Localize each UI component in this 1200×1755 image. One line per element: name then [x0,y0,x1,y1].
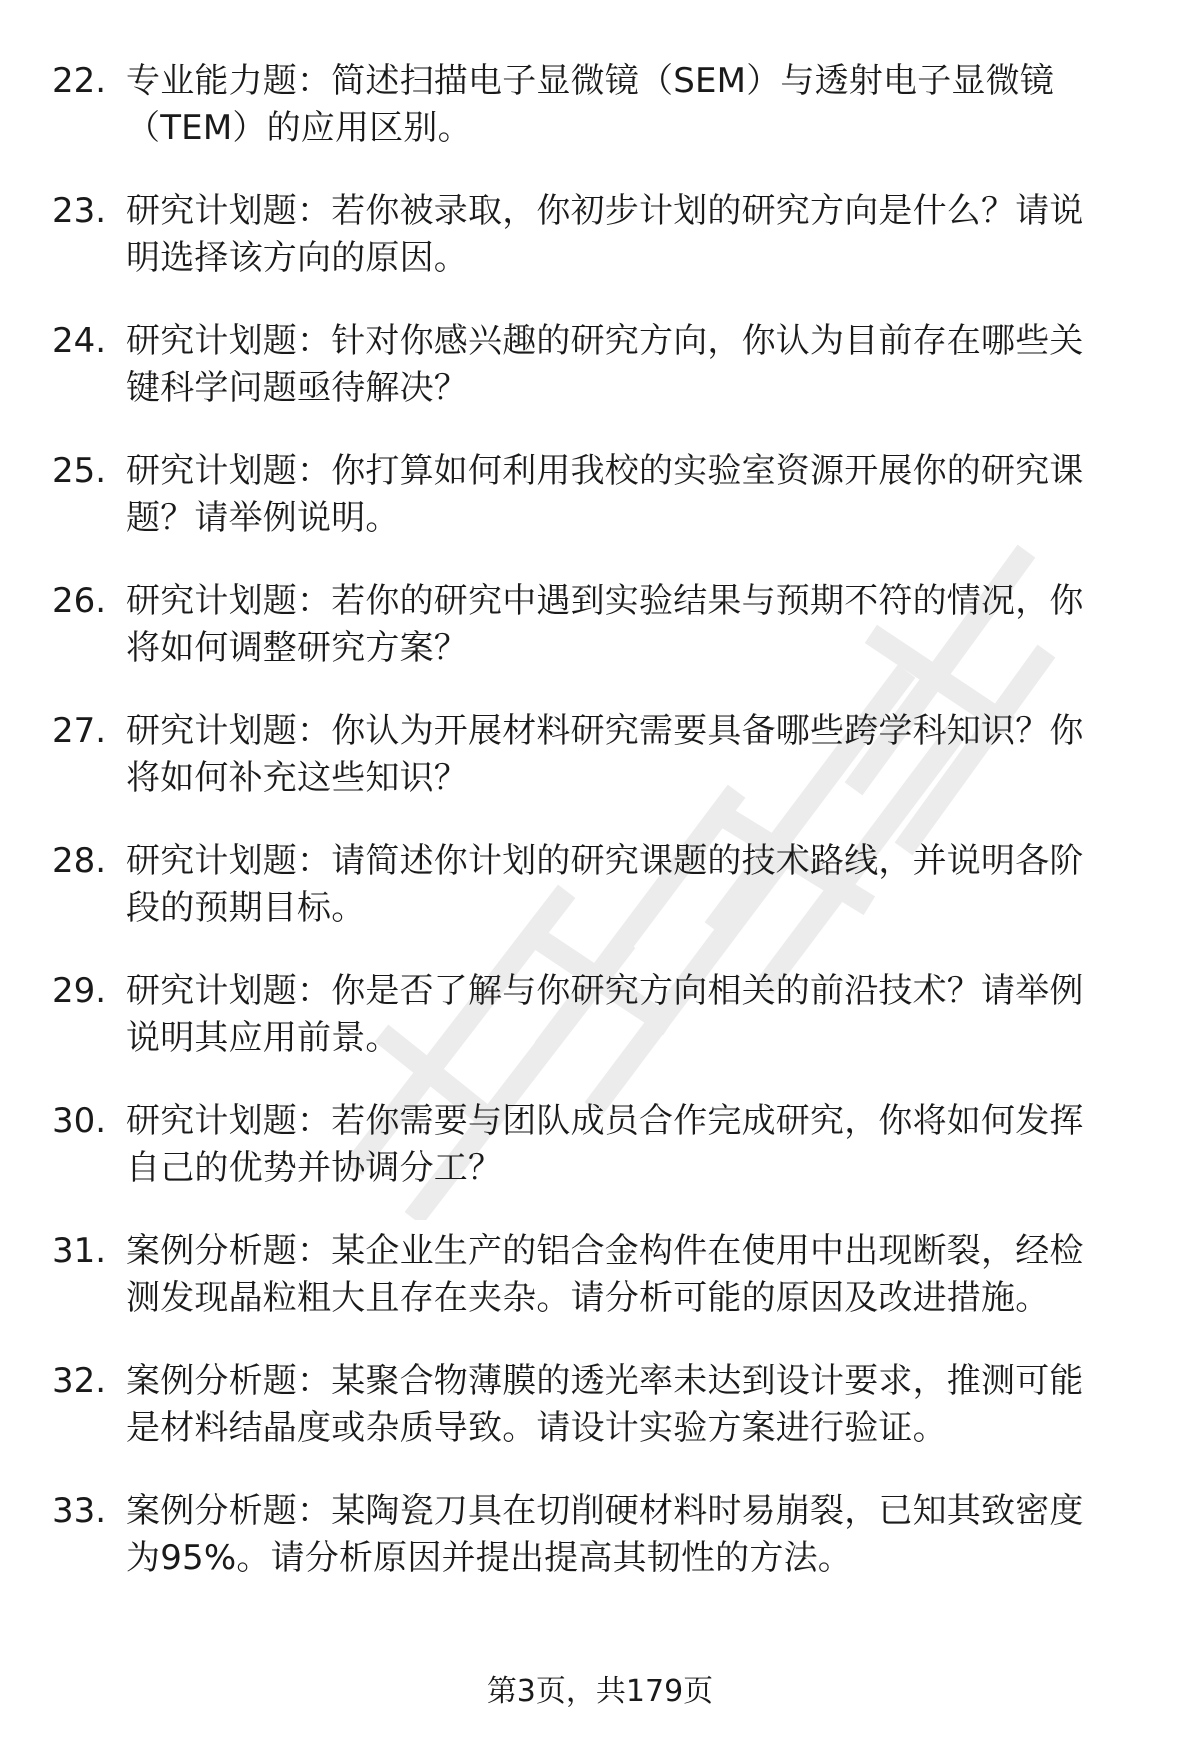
question-line: 研究计划题：你认为开展材料研究需要具备哪些跨学科知识？你 [126,711,1084,751]
question-line: 案例分析题：某陶瓷刀具在切削硬材料时易崩裂，已知其致密度 [126,1491,1084,1531]
question-number: 24. [52,321,107,361]
question-item-30 [52,1098,1152,1228]
question-item-28 [52,838,1152,968]
question-list [52,58,1152,1618]
question-item-22 [52,58,1152,188]
question-number: 28. [52,841,107,881]
question-number: 32. [52,1361,107,1401]
question-number: 30. [52,1101,107,1141]
question-line: 研究计划题：若你需要与团队成员合作完成研究，你将如何发挥 [126,1101,1084,1141]
question-text [126,1358,1152,1452]
question-line: 研究计划题：若你的研究中遇到实验结果与预期不符的情况，你 [126,581,1084,621]
question-text [126,188,1152,282]
question-line: 将如何调整研究方案？ [126,628,468,668]
question-item-23 [52,188,1152,318]
question-item-31 [52,1228,1152,1358]
question-line: 案例分析题：某企业生产的铝合金构件在使用中出现断裂，经检 [126,1231,1084,1271]
question-text [126,968,1152,1062]
question-line: 研究计划题：你是否了解与你研究方向相关的前沿技术？请举例 [126,971,1084,1011]
question-item-27 [52,708,1152,838]
question-text [126,1098,1152,1192]
question-number: 29. [52,971,107,1011]
question-line: 研究计划题：请简述你计划的研究课题的技术路线，并说明各阶 [126,841,1084,881]
question-line: 明选择该方向的原因。 [126,238,468,278]
question-item-24 [52,318,1152,448]
question-number: 33. [52,1491,107,1531]
question-line: 键科学问题亟待解决？ [126,368,468,408]
question-text [126,1228,1152,1322]
question-number: 23. [52,191,107,231]
question-line: 测发现晶粒粗大且存在夹杂。请分析可能的原因及改进措施。 [126,1278,1050,1318]
question-text [126,318,1152,412]
question-text [126,58,1152,152]
question-item-33 [52,1488,1152,1618]
question-item-32 [52,1358,1152,1488]
question-line: （TEM）的应用区别。 [126,108,472,148]
question-number: 27. [52,711,107,751]
question-line: 是材料结晶度或杂质导致。请设计实验方案进行验证。 [126,1408,947,1448]
question-text [126,578,1152,672]
question-number: 26. [52,581,107,621]
question-line: 专业能力题：简述扫描电子显微镜（SEM）与透射电子显微镜 [126,61,1054,101]
question-number: 25. [52,451,107,491]
question-line: 为95%。请分析原因并提出提高其韧性的方法。 [126,1538,852,1578]
question-item-26 [52,578,1152,708]
question-line: 研究计划题：针对你感兴趣的研究方向，你认为目前存在哪些关 [126,321,1084,361]
question-line: 案例分析题：某聚合物薄膜的透光率未达到设计要求，推测可能 [126,1361,1084,1401]
question-line: 说明其应用前景。 [126,1018,400,1058]
question-number: 31. [52,1231,107,1271]
question-item-25 [52,448,1152,578]
question-text [126,708,1152,802]
question-text [126,1488,1152,1582]
page-number-footer: 第3页，共179页 [486,1674,714,1709]
question-number: 22. [52,61,107,101]
question-line: 将如何补充这些知识？ [126,758,468,798]
question-item-29 [52,968,1152,1098]
question-line: 自己的优势并协调分工？ [126,1148,503,1188]
question-line: 段的预期目标。 [126,888,366,928]
question-line: 研究计划题：若你被录取，你初步计划的研究方向是什么？请说 [126,191,1084,231]
question-line: 题？请举例说明。 [126,498,400,538]
question-line: 研究计划题：你打算如何利用我校的实验室资源开展你的研究课 [126,451,1084,491]
question-text [126,448,1152,542]
question-text [126,838,1152,932]
